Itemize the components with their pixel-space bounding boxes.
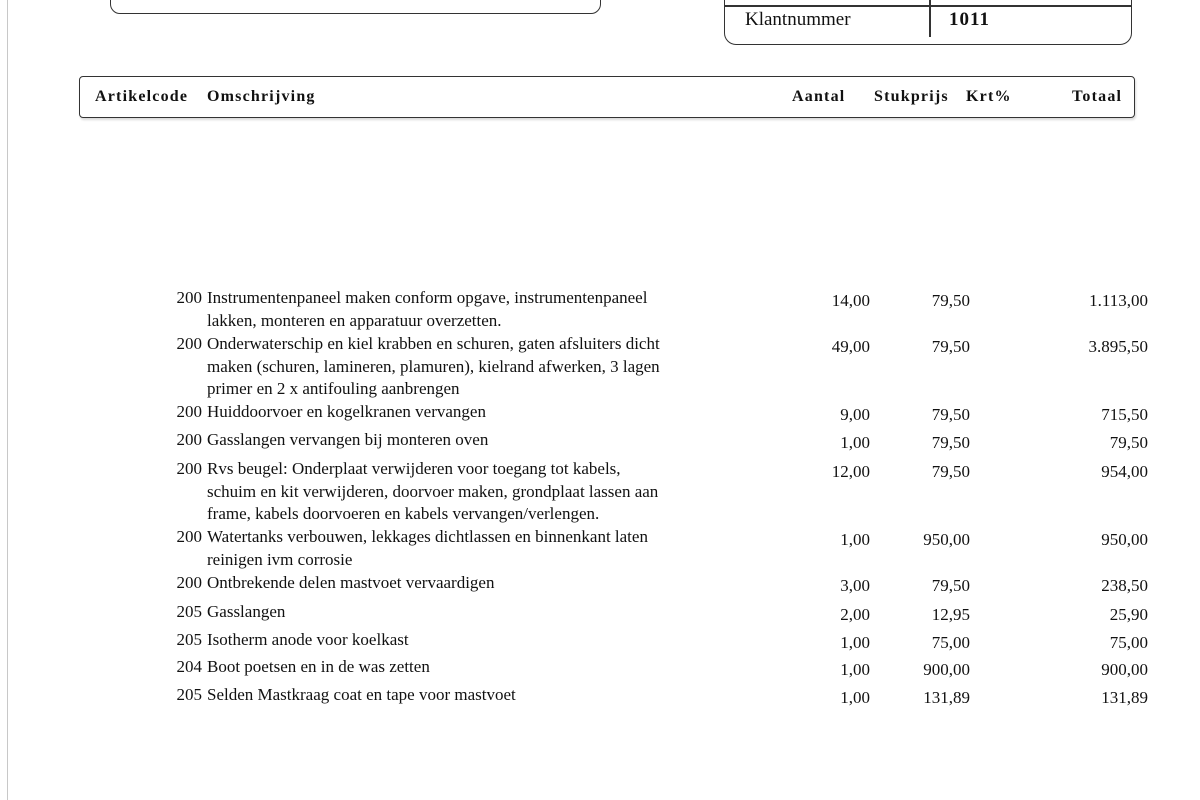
quantity: 3,00 bbox=[840, 576, 870, 595]
unit-price: 79,50 bbox=[931, 462, 970, 481]
client-info-box bbox=[724, 0, 1132, 45]
quantity: 12,00 bbox=[831, 462, 870, 481]
line-total: 25,90 bbox=[1109, 605, 1148, 624]
line-total: 1.113,00 bbox=[1089, 291, 1148, 310]
line-total: 715,50 bbox=[1101, 405, 1148, 424]
article-code: 205 bbox=[176, 630, 202, 649]
description-line: Ontbrekende delen mastvoet vervaardigen bbox=[207, 573, 495, 592]
description bbox=[207, 333, 767, 401]
quantity: 1,00 bbox=[840, 660, 870, 679]
line-total: 75,00 bbox=[1109, 633, 1148, 652]
line-total: 238,50 bbox=[1101, 576, 1148, 595]
unit-price: 79,50 bbox=[931, 576, 970, 595]
page-left-edge bbox=[7, 0, 8, 800]
client-box-divider bbox=[725, 5, 1131, 7]
article-code: 200 bbox=[176, 430, 202, 449]
article-code: 200 bbox=[176, 573, 202, 592]
description bbox=[207, 684, 767, 707]
line-total: 131,89 bbox=[1101, 688, 1148, 707]
header-description: Omschrijving bbox=[207, 88, 316, 105]
description-line: Gasslangen bbox=[207, 602, 286, 621]
article-code: 200 bbox=[176, 459, 202, 478]
description-line: primer en 2 x antifouling aanbrengen bbox=[207, 379, 460, 398]
description-line: Gasslangen vervangen bij monteren oven bbox=[207, 430, 489, 449]
description bbox=[207, 629, 767, 652]
unit-price: 79,50 bbox=[931, 337, 970, 356]
article-code: 204 bbox=[176, 657, 202, 676]
description bbox=[207, 287, 767, 332]
description-line: lakken, monteren en apparatuur overzetten. bbox=[207, 310, 502, 330]
description bbox=[207, 429, 767, 452]
article-code: 200 bbox=[176, 334, 202, 353]
description-line: Boot poetsen en in de was zetten bbox=[207, 657, 430, 676]
description bbox=[207, 656, 767, 679]
header-article-code: Artikelcode bbox=[95, 88, 189, 105]
table-header bbox=[79, 76, 1135, 118]
unit-price: 950,00 bbox=[923, 530, 970, 549]
description bbox=[207, 526, 767, 571]
quantity: 49,00 bbox=[831, 337, 870, 356]
quantity: 14,00 bbox=[831, 291, 870, 310]
description-line: Selden Mastkraag coat en tape voor mastvoet bbox=[207, 685, 516, 704]
header-total: Totaal bbox=[1072, 88, 1123, 105]
description-line: Watertanks verbouwen, lekkages dichtlassen en binnenkant laten bbox=[207, 527, 648, 546]
description-line: Huiddoorvoer en kogelkranen vervangen bbox=[207, 402, 486, 421]
header-unit-price: Stukprijs bbox=[874, 88, 949, 105]
description bbox=[207, 401, 767, 424]
line-total: 950,00 bbox=[1101, 530, 1148, 549]
header-quantity: Aantal bbox=[792, 88, 846, 105]
quantity: 1,00 bbox=[840, 530, 870, 549]
description-line: reinigen ivm corrosie bbox=[207, 549, 353, 569]
description-line: frame, kabels doorvoeren en kabels vervangen/verlengen. bbox=[207, 504, 600, 523]
description-line: schuim en kit verwijderen, doorvoer maken, grondplaat lassen aan bbox=[207, 481, 659, 501]
quantity: 1,00 bbox=[840, 433, 870, 452]
line-total: 954,00 bbox=[1101, 462, 1148, 481]
unit-price: 79,50 bbox=[931, 405, 970, 424]
unit-price: 79,50 bbox=[931, 291, 970, 310]
address-box bbox=[110, 0, 601, 14]
description-line: Onderwaterschip en kiel krabben en schuren, gaten afsluiters dicht bbox=[207, 334, 660, 353]
unit-price: 12,95 bbox=[931, 605, 970, 624]
quantity: 1,00 bbox=[840, 633, 870, 652]
article-code: 200 bbox=[176, 402, 202, 421]
line-total: 3.895,50 bbox=[1088, 337, 1148, 356]
client-number-value: 1011 bbox=[949, 9, 990, 30]
quantity: 9,00 bbox=[840, 405, 870, 424]
header-discount: Krt% bbox=[966, 88, 1012, 105]
description bbox=[207, 458, 767, 526]
line-total: 900,00 bbox=[1101, 660, 1148, 679]
description-line: Rvs beugel: Onderplaat verwijderen voor toegang tot kabels, bbox=[207, 459, 621, 478]
description bbox=[207, 572, 767, 595]
quantity: 1,00 bbox=[840, 688, 870, 707]
client-number-label: Klantnummer bbox=[745, 9, 851, 30]
description bbox=[207, 601, 767, 624]
unit-price: 79,50 bbox=[931, 433, 970, 452]
article-code: 200 bbox=[176, 288, 202, 307]
quantity: 2,00 bbox=[840, 605, 870, 624]
article-code: 205 bbox=[176, 602, 202, 621]
client-box-column-divider bbox=[929, 0, 931, 37]
unit-price: 131,89 bbox=[923, 688, 970, 707]
unit-price: 75,00 bbox=[931, 633, 970, 652]
article-code: 200 bbox=[176, 527, 202, 546]
line-total: 79,50 bbox=[1109, 433, 1148, 452]
description-line: Instrumentenpaneel maken conform opgave, instrumentenpaneel bbox=[207, 288, 648, 307]
description-line: Isotherm anode voor koelkast bbox=[207, 630, 409, 649]
article-code: 205 bbox=[176, 685, 202, 704]
description-line: maken (schuren, lamineren, plamuren), kielrand afwerken, 3 lagen bbox=[207, 356, 660, 376]
unit-price: 900,00 bbox=[923, 660, 970, 679]
